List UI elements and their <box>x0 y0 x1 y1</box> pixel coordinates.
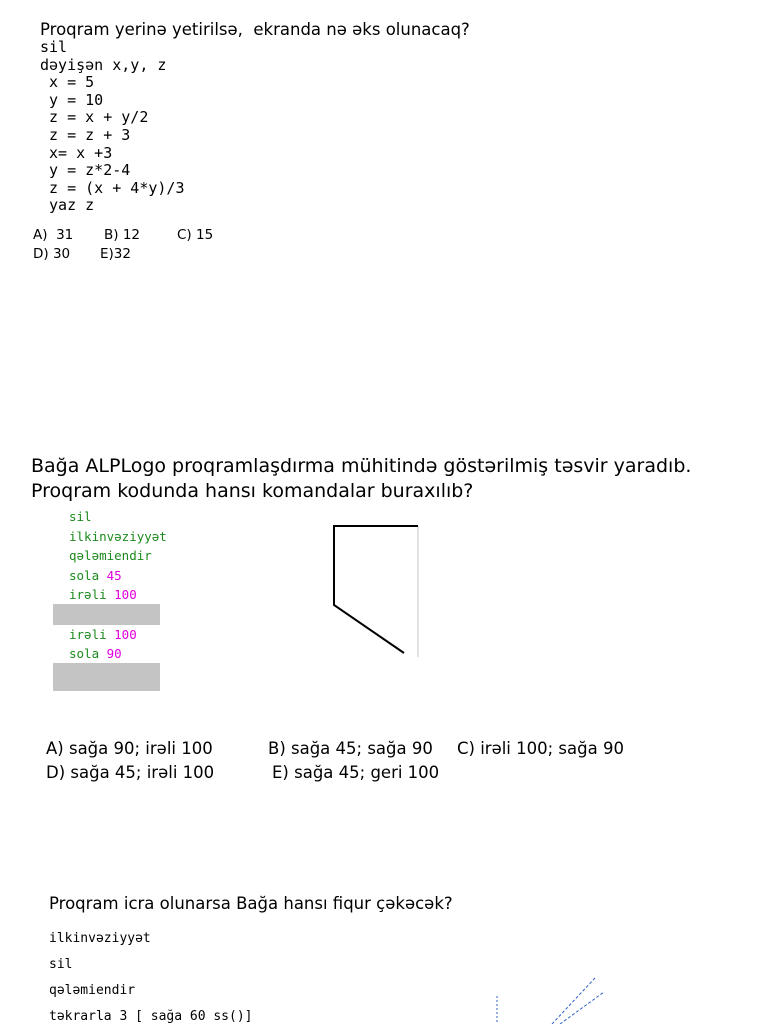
code-line: dəyişən x,y, z <box>40 55 167 74</box>
code-line: y = z*2-4 <box>40 161 131 180</box>
logo-code-line <box>69 587 137 602</box>
code-line: x = 5 <box>40 73 95 92</box>
figure-fragment <box>490 972 610 1024</box>
logo-code-line: ilkinvəziyyət <box>69 529 167 544</box>
logo-code-line <box>69 568 122 583</box>
q2-option-d: D) sağa 45; irəli 100 <box>46 763 215 782</box>
logo-command: irəli <box>69 587 115 602</box>
logo-command: sola <box>69 568 107 583</box>
q1-option-c: C) 15 <box>177 227 214 243</box>
turtle-path <box>334 526 418 653</box>
question-1-title: Proqram yerinə yetirilsə, ekranda nə əks olunacaq? <box>40 20 470 39</box>
q2-option-c: C) irəli 100; sağa 90 <box>457 739 624 758</box>
missing-command-box <box>53 663 160 691</box>
logo-command: irəli <box>69 627 115 642</box>
q1-option-b: B) 12 <box>104 227 140 243</box>
logo-code-line <box>69 646 122 661</box>
q3-code-line: təkrarla 3 [ sağa 60 ss()] <box>49 1009 253 1024</box>
logo-code-line: sil <box>69 509 92 524</box>
code-line: yaz z <box>40 196 95 215</box>
logo-number: 100 <box>114 587 137 602</box>
question-2-title <box>31 454 691 504</box>
question-3-title: Proqram icra olunarsa Bağa hansı fiqur çəkəcək? <box>49 894 453 913</box>
q1-option-d: D) 30 <box>33 246 71 262</box>
question-2-title-line-2: Proqram kodunda hansı komandalar buraxılıb? <box>31 480 474 502</box>
q2-option-e: E) sağa 45; geri 100 <box>272 763 440 782</box>
code-line: y = 10 <box>40 90 104 109</box>
question-2-title-line-1: Bağa ALPLogo proqramlaşdırma mühitində göstərilmiş təsvir yaradıb. <box>31 455 692 477</box>
dashed-line <box>552 978 595 1024</box>
logo-number: 100 <box>114 627 137 642</box>
q2-option-a: A) sağa 90; irəli 100 <box>46 739 213 758</box>
logo-code-line <box>69 627 137 642</box>
q3-code-line: qələmiendir <box>49 983 136 998</box>
logo-command: sola <box>69 646 107 661</box>
logo-code-line: qələmiendir <box>69 548 152 563</box>
code-line: z = x + y/2 <box>40 108 149 127</box>
logo-number: 45 <box>106 568 122 583</box>
turtle-drawing <box>320 515 430 665</box>
logo-number: 90 <box>106 646 122 661</box>
q2-option-b: B) sağa 45; sağa 90 <box>268 739 433 758</box>
code-line: sil <box>40 38 68 56</box>
code-line: z = (x + 4*y)/3 <box>40 178 185 197</box>
code-line: x= x +3 <box>40 143 113 162</box>
q1-option-a: A) 31 <box>33 227 74 243</box>
q1-option-e: E)32 <box>100 246 131 262</box>
q3-code-line: ilkinvəziyyət <box>49 931 151 946</box>
missing-command-box <box>53 604 160 625</box>
q3-code-line: sil <box>49 957 73 972</box>
code-line: z = z + 3 <box>40 125 131 144</box>
question-1-code <box>40 39 185 215</box>
